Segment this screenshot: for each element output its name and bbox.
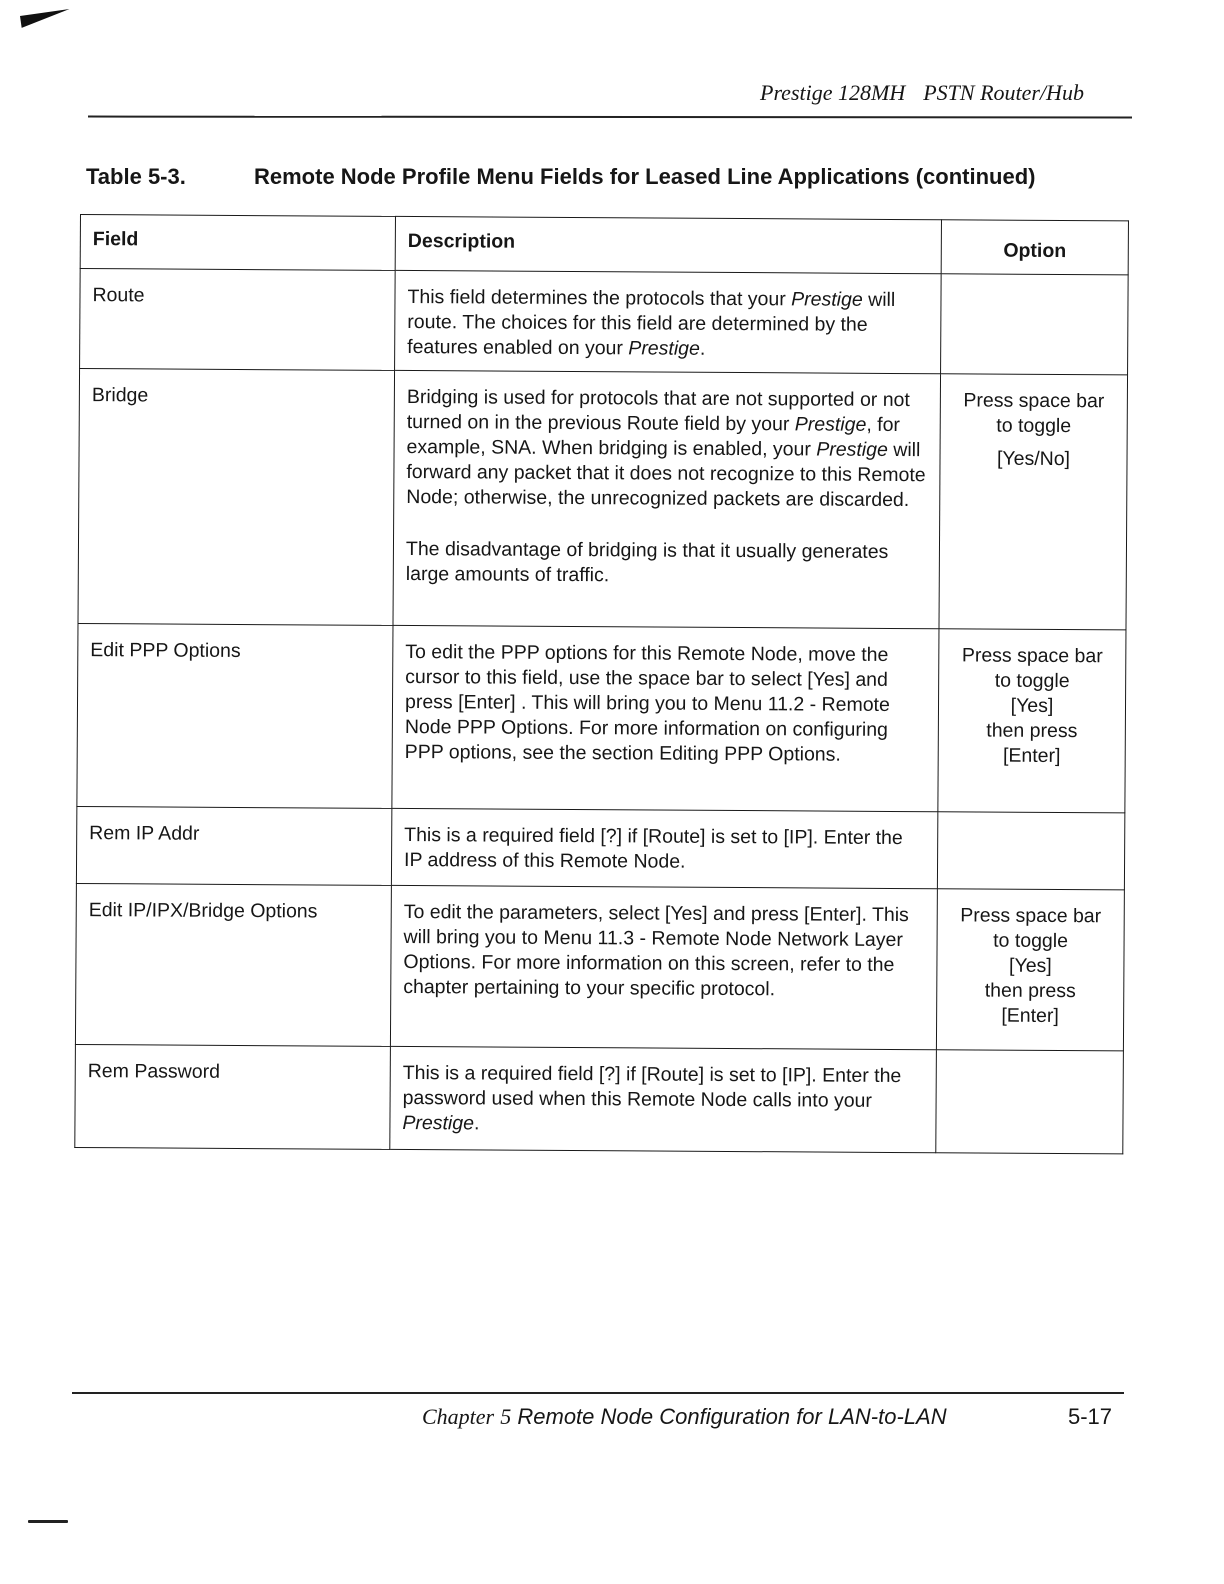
option-line: then press bbox=[986, 719, 1078, 743]
description-paragraph bbox=[406, 385, 928, 513]
description-text: will forward any packet that it does not recognize to this Remote Node; otherwise, the unrecognized packets are discarded. bbox=[406, 438, 926, 512]
description-cell bbox=[395, 270, 942, 373]
option-line: [Yes/No] bbox=[996, 447, 1071, 471]
product-name-emphasis: Prestige bbox=[816, 438, 888, 461]
description-text: . bbox=[473, 1112, 480, 1135]
table-title: Remote Node Profile Menu Fields for Leased Line Applications (continued) bbox=[254, 164, 1036, 189]
page-footer bbox=[422, 1404, 1122, 1430]
option-line: Press space bar bbox=[963, 389, 1105, 413]
description-text: The disadvantage of bridging is that it usually generates large amounts of traffic. bbox=[405, 537, 889, 587]
description-text: , for example, SNA. When bridging is enabled, your bbox=[406, 413, 901, 461]
table-header-row bbox=[80, 215, 1128, 275]
product-name-emphasis: Prestige bbox=[794, 413, 867, 436]
option-line: to toggle bbox=[994, 669, 1070, 693]
table-row bbox=[75, 1044, 1124, 1153]
description-cell bbox=[392, 625, 939, 811]
table-row bbox=[76, 806, 1124, 889]
table-body bbox=[75, 269, 1128, 1154]
product-name-emphasis: Prestige bbox=[628, 337, 700, 360]
option-line: then press bbox=[984, 979, 1076, 1003]
field-cell: Route bbox=[80, 269, 396, 371]
table-number: Table 5-3. bbox=[86, 164, 186, 189]
description-cell bbox=[390, 1046, 937, 1152]
option-line: [Enter] bbox=[1001, 1004, 1059, 1027]
table-row bbox=[75, 883, 1124, 1050]
option-cell bbox=[941, 274, 1129, 375]
footer-rule bbox=[72, 1392, 1124, 1394]
option-cell bbox=[938, 629, 1126, 813]
table-row bbox=[78, 369, 1128, 630]
option-line: Press space bar bbox=[961, 644, 1103, 668]
option-cell bbox=[939, 374, 1128, 630]
description-paragraph bbox=[403, 900, 925, 1003]
registration-mark-bottom bbox=[28, 1520, 68, 1523]
option-line: to toggle bbox=[993, 929, 1069, 953]
field-cell: Rem IP Addr bbox=[76, 806, 391, 885]
description-text: will route. The choices for this field are determined by the features enabled on your bbox=[407, 288, 896, 360]
description-text: Bridging is used for protocols that are not supported or not turned on in the previous Route field by your bbox=[406, 386, 910, 436]
description-cell bbox=[391, 808, 937, 888]
description-paragraph bbox=[404, 823, 925, 876]
description-paragraph bbox=[405, 640, 927, 768]
footer-chapter-word: Chapter bbox=[422, 1404, 495, 1429]
option-cell bbox=[937, 812, 1124, 890]
header-subtitle: PSTN Router/Hub bbox=[923, 80, 1084, 105]
field-cell: Edit IP/IPX/Bridge Options bbox=[75, 883, 391, 1046]
product-name-emphasis: Prestige bbox=[402, 1111, 475, 1135]
description-paragraph bbox=[407, 285, 928, 363]
description-paragraph bbox=[402, 1061, 923, 1139]
header-rule bbox=[88, 116, 1132, 119]
field-cell: Bridge bbox=[78, 369, 395, 626]
description-text: To edit the PPP options for this Remote Node, move the cursor to this field, use the space bar to select [Yes] and press [Enter] . This will bring you to Menu 11.2 - Remote Node PPP Options. For more information on configuring PPP options, see the section Editing PPP Options. bbox=[404, 640, 890, 766]
option-cell bbox=[936, 1050, 1124, 1154]
table-row bbox=[77, 623, 1126, 812]
description-text: To edit the parameters, select [Yes] and press [Enter]. This will bring you to Menu 11.3 - Remote Node Network Layer Options. For more information on this screen, refer to the chapter pertaining to your specific protocol. bbox=[403, 900, 909, 1001]
description-text: This field determines the protocols that your bbox=[407, 286, 792, 311]
option-line: to toggle bbox=[996, 414, 1072, 438]
option-line: [Enter] bbox=[1002, 744, 1061, 767]
table-row bbox=[80, 269, 1129, 375]
description-text: . bbox=[699, 337, 706, 360]
field-cell: Rem Password bbox=[75, 1044, 391, 1149]
description-text: This is a required field [?] if [Route] is set to [IP]. Enter the IP address of this Remote Node. bbox=[403, 823, 903, 873]
option-line: [Yes] bbox=[1010, 694, 1054, 717]
fields-table bbox=[74, 214, 1129, 1154]
header-option: Option bbox=[941, 220, 1128, 275]
header-field: Field bbox=[80, 215, 395, 271]
page-number: 5-17 bbox=[1068, 1404, 1113, 1429]
product-name-emphasis: Prestige bbox=[791, 288, 863, 311]
footer-chapter-number: 5 bbox=[500, 1404, 512, 1429]
field-cell: Edit PPP Options bbox=[77, 623, 393, 808]
option-cell bbox=[936, 889, 1124, 1051]
option-line: [Yes] bbox=[1009, 954, 1052, 977]
table-caption bbox=[86, 164, 1126, 190]
header-description: Description bbox=[395, 216, 941, 273]
description-cell bbox=[390, 885, 937, 1049]
registration-mark-top bbox=[20, 9, 71, 28]
option-line: Press space bar bbox=[960, 904, 1102, 928]
description-paragraph bbox=[406, 537, 927, 590]
description-cell bbox=[393, 370, 941, 628]
description-text: This is a required field [?] if [Route] is set to [IP]. Enter the password used when this Remote Node calls into your bbox=[402, 1061, 902, 1112]
running-header bbox=[760, 80, 1130, 106]
header-product: Prestige 128MH bbox=[760, 80, 906, 105]
footer-chapter-title: Remote Node Configuration for LAN-to-LAN bbox=[517, 1404, 947, 1429]
